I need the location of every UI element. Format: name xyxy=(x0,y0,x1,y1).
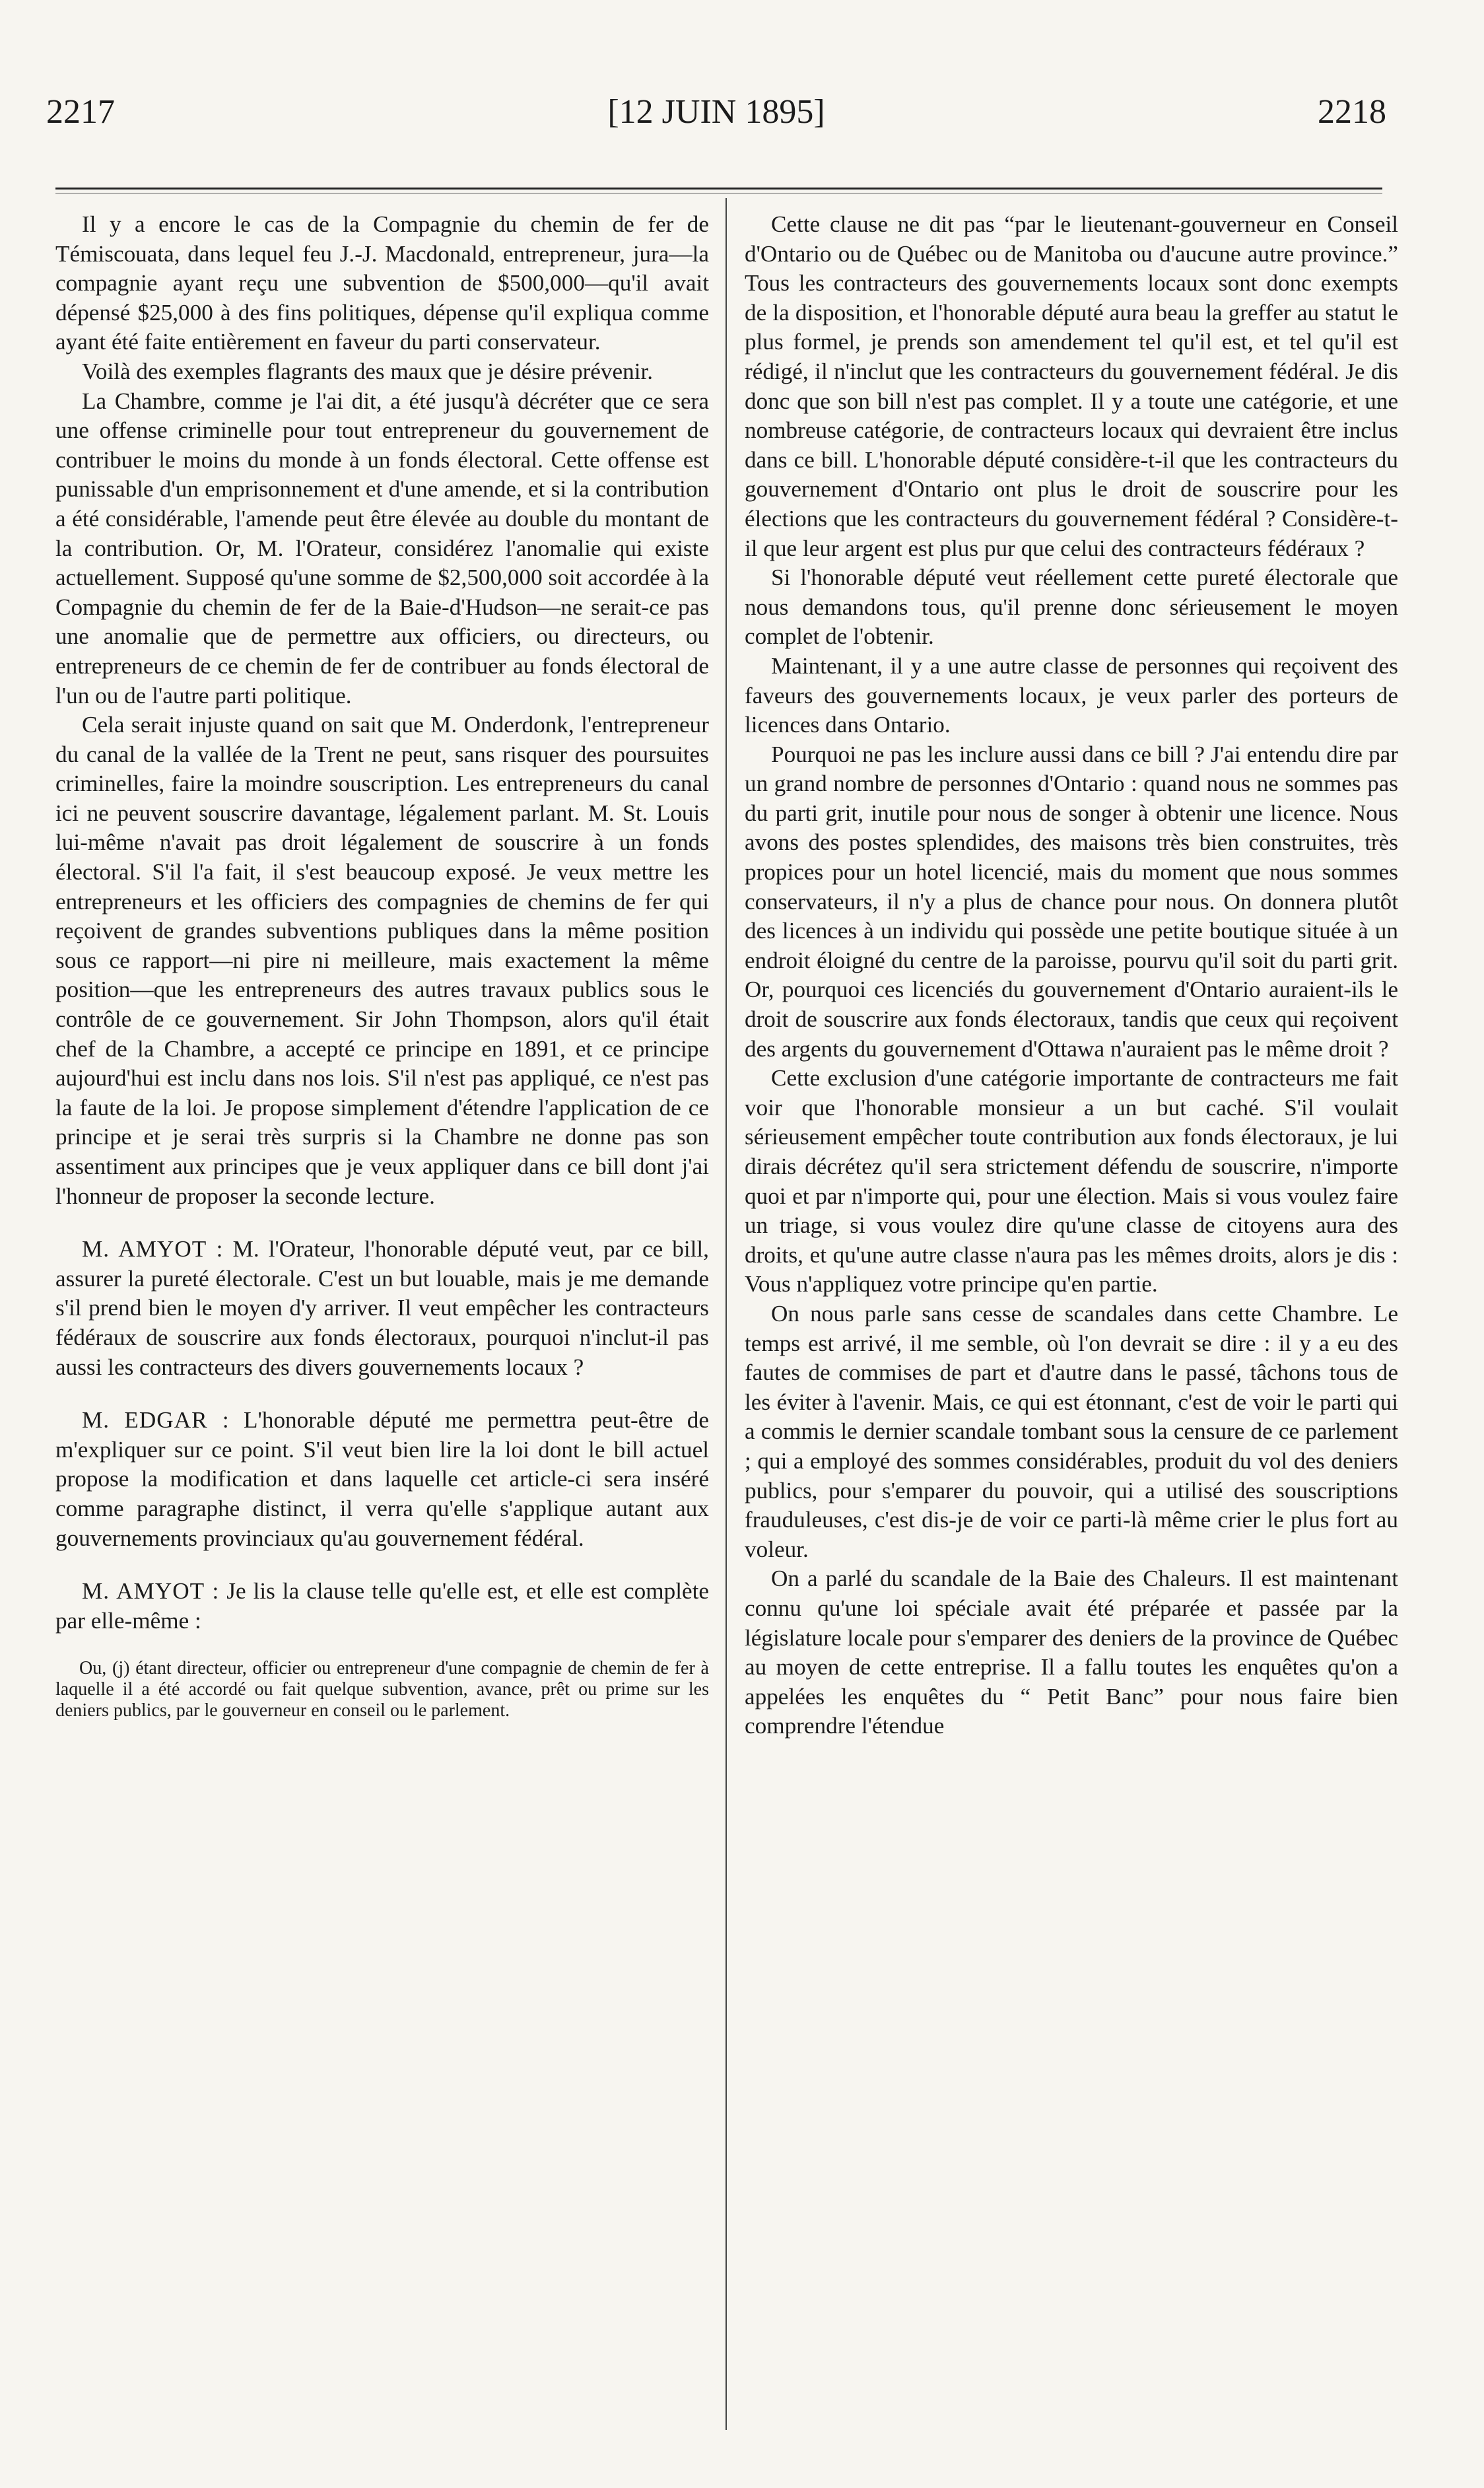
speaker-name: M. AMYOT : xyxy=(82,1236,224,1262)
paragraph: Il y a encore le cas de la Compagnie du chemin de fer de Témiscouata, dans lequel feu J.-J. Macdonald, entrepreneur, jura—la compagnie ayant reçu une subvention de $500,000—qu'il avait dépensé $25,000 à des fins politiques, dépense qu'il expliqua comme ayant été faite entièrement en faveur du parti conservateur. xyxy=(55,211,709,355)
speech-text: L'honorable député me permettra peut-être de m'expliquer sur ce point. S'il veut bien lire la loi dont le bill actuel propose la modification et dans laquelle cet article-ci sera inséré comme paragraphe distinct, il verra qu'elle s'applique autant aux gouvernements provinciaux qu'au gouvernement fédéral. xyxy=(55,1407,710,1551)
right-column xyxy=(745,210,1398,1741)
paragraph: Maintenant, il y a une autre classe de personnes qui reçoivent des faveurs des gouvernements locaux, je veux parler des porteurs de licences dans Ontario. xyxy=(745,652,1398,738)
page-date: [12 JUIN 1895] xyxy=(607,93,825,131)
speaker-name: M. AMYOT : xyxy=(82,1578,220,1605)
paragraph: Cela serait injuste quand on sait que M. Onderdonk, l'entrepreneur du canal de la vallée de la Trent ne peut, sans risquer des poursuites criminelles, faire la moindre souscription. Les entrepreneurs du canal ici ne peuvent souscrire davantage, légalement parlant. M. St. Louis lui-même n'avait pas droit légalement de souscrire à un fonds électoral. S'il l'a fait, il s'est beaucoup exposé. Je veux mettre les entrepreneurs et les officiers des compagnies de chemins de fer qui reçoivent de grandes subventions publiques dans la même position sous ce rapport—ni pire ni meilleure, mais exactement la même position—que les entrepreneurs des autres travaux publics sous le contrôle de ce gouvernement. Sir John Thompson, alors qu'il était chef de la Chambre, a accepté ce principe en 1891, et ce principe aujourd'hui est inclu dans nos lois. S'il n'est pas appliqué, ce n'est pas la faute de la loi. Je propose simplement d'étendre l'application de ce principe et je serai très surpris si la Chambre ne donne pas son assentiment aux principes que je veux appliquer dans ce bill dont j'ai l'honneur de proposer la seconde lecture. xyxy=(55,712,709,1209)
quoted-clause: Ou, (j) étant directeur, officier ou entrepreneur d'une compagnie de chemin de fer à laquelle il a été accordé ou fait quelque subvention, avance, prêt ou prime sur les deniers publics, par le gouverneur en conseil ou le parlement. xyxy=(55,1658,709,1721)
paragraph: La Chambre, comme je l'ai dit, a été jusqu'à décréter que ce sera une offense criminelle pour tout entrepreneur du gouvernement de contribuer le moins du monde à un fonds électoral. Cette offense est punissable d'un emprisonnement et d'une amende, et si la contribution a été considérable, l'amende peut être élevée au double du montant de la contribution. Or, M. l'Orateur, considérez l'anomalie qui existe actuellement. Supposé qu'une somme de $2,500,000 soit accordée à la Compagnie du chemin de fer de la Baie-d'Hudson—ne serait-ce pas une anomalie que de permettre aux officiers, ou directeurs, ou entrepreneurs de ce chemin de fer de contribuer au fonds électoral de l'un ou de l'autre parti politique. xyxy=(55,388,709,708)
paragraph: Cette exclusion d'une catégorie importante de contracteurs me fait voir que l'honorable monsieur a un but caché. S'il voulait sérieusement empêcher toute contribution aux fonds électoraux, je lui dirais décrétez qu'il sera strictement défendu de souscrire, n'importe quoi et par n'importe qui, pour une élection. Mais si vous voulez faire un triage, si vous voulez dire qu'une classe de citoyens aura des droits, et qu'une autre classe n'aura pas les mêmes droits, alors je dis : Vous n'appliquez votre principe qu'en partie. xyxy=(745,1065,1398,1297)
header-rule xyxy=(55,188,1382,190)
speech-edgar xyxy=(55,1406,709,1553)
paragraph: On nous parle sans cesse de scandales dans cette Chambre. Le temps est arrivé, il me semble, où l'on devrait se dire : il y a eu des fautes de commises de part et d'autre dans le passé, tâchons tous de les éviter à l'avenir. Mais, ce qui est étonnant, c'est de voir le parti qui a commis le dernier scandale tombant sous la censure de ce parlement ; qui a employé des sommes considérables, produit du vol des deniers publics, pour s'emparer du pouvoir, qui a utilisé des souscriptions frauduleuses, c'est dis-je de voir ce parti-là même crier le plus fort au voleur. xyxy=(745,1300,1398,1562)
paragraph: Si l'honorable député veut réellement cette pureté électorale que nous demandons tous, qu'il prenne donc sérieusement le moyen complet de l'obtenir. xyxy=(745,565,1398,650)
speech-amyot-2 xyxy=(55,1577,709,1636)
speaker-name: M. EDGAR : xyxy=(82,1407,230,1434)
column-divider xyxy=(725,198,727,2430)
speech-text: Je lis la clause telle qu'elle est, et elle est complète par elle-même : xyxy=(55,1578,710,1634)
paragraph: Cette clause ne dit pas “par le lieutenant-gouverneur en Conseil d'Ontario ou de Québec ou de Manitoba ou d'aucune autre province.” Tous les contracteurs des gouvernements locaux sont donc exempts de la disposition, et l'honorable député aura beau la greffer au statut le plus formel, je prends son amendement tel qu'il est, et tel qu'il est rédigé, il n'inclut que les contracteurs du gouvernement fédéral. Je dis donc que son bill n'est pas complet. Il y a toute une catégorie, et une nombreuse catégorie, de contracteurs locaux qui devraient être inclus dans ce bill. L'honorable député considère-t-il que les contracteurs du gouvernement d'Ontario ont plus le droit de souscrire pour les élections que les contracteurs du gouvernement fédéral ? Considère-t-il que leur argent est plus pur que celui des contracteurs fédéraux ? xyxy=(745,211,1398,561)
paragraph: Voilà des exemples flagrants des maux que je désire prévenir. xyxy=(82,358,654,384)
page-header xyxy=(46,86,1386,139)
speech-amyot xyxy=(55,1235,709,1382)
paragraph: Pourquoi ne pas les inclure aussi dans ce bill ? J'ai entendu dire par un grand nombre de personnes d'Ontario : quand nous ne sommes pas du parti grit, inutile pour nous de songer à obtenir une licence. Nous avons des postes splendides, des maisons très bien construites, très propices pour un hotel licencié, mais du moment que nous sommes conservateurs, il n'y a plus de chance pour nous. On donnera plutôt des licences à un individu qui possède une petite boutique située à un endroit éloigné du centre de la paroisse, pourvu qu'il soit du parti grit. Or, pourquoi ces licenciés du gouvernement d'Ontario auraient-ils le droit de souscrire aux fonds électoraux, tandis que ceux qui reçoivent des argents du gouvernement d'Ottawa n'auraient pas le même droit ? xyxy=(745,741,1398,1062)
page-number-left: 2217 xyxy=(46,93,115,131)
speech-text: M. l'Orateur, l'honorable député veut, par ce bill, assurer la pureté électorale. C'est un but louable, mais je me demande s'il prend bien le moyen d'y arriver. Il veut empêcher les contracteurs fédéraux de souscrire aux fonds électoraux, pourquoi n'inclut-il pas aussi les contracteurs des divers gouvernements locaux ? xyxy=(55,1236,709,1380)
page-number-right: 2218 xyxy=(1318,93,1386,131)
left-column xyxy=(55,210,709,1721)
paragraph: On a parlé du scandale de la Baie des Chaleurs. Il est maintenant connu qu'une loi spéciale avait été préparée et passée par la législature locale pour s'emparer des deniers de la province de Québec au moyen de cette entreprise. Il a fallu toutes les enquêtes qu'on a appelées les enquêtes du “ Petit Banc” pour nous faire bien comprendre l'étendue xyxy=(745,1566,1398,1739)
